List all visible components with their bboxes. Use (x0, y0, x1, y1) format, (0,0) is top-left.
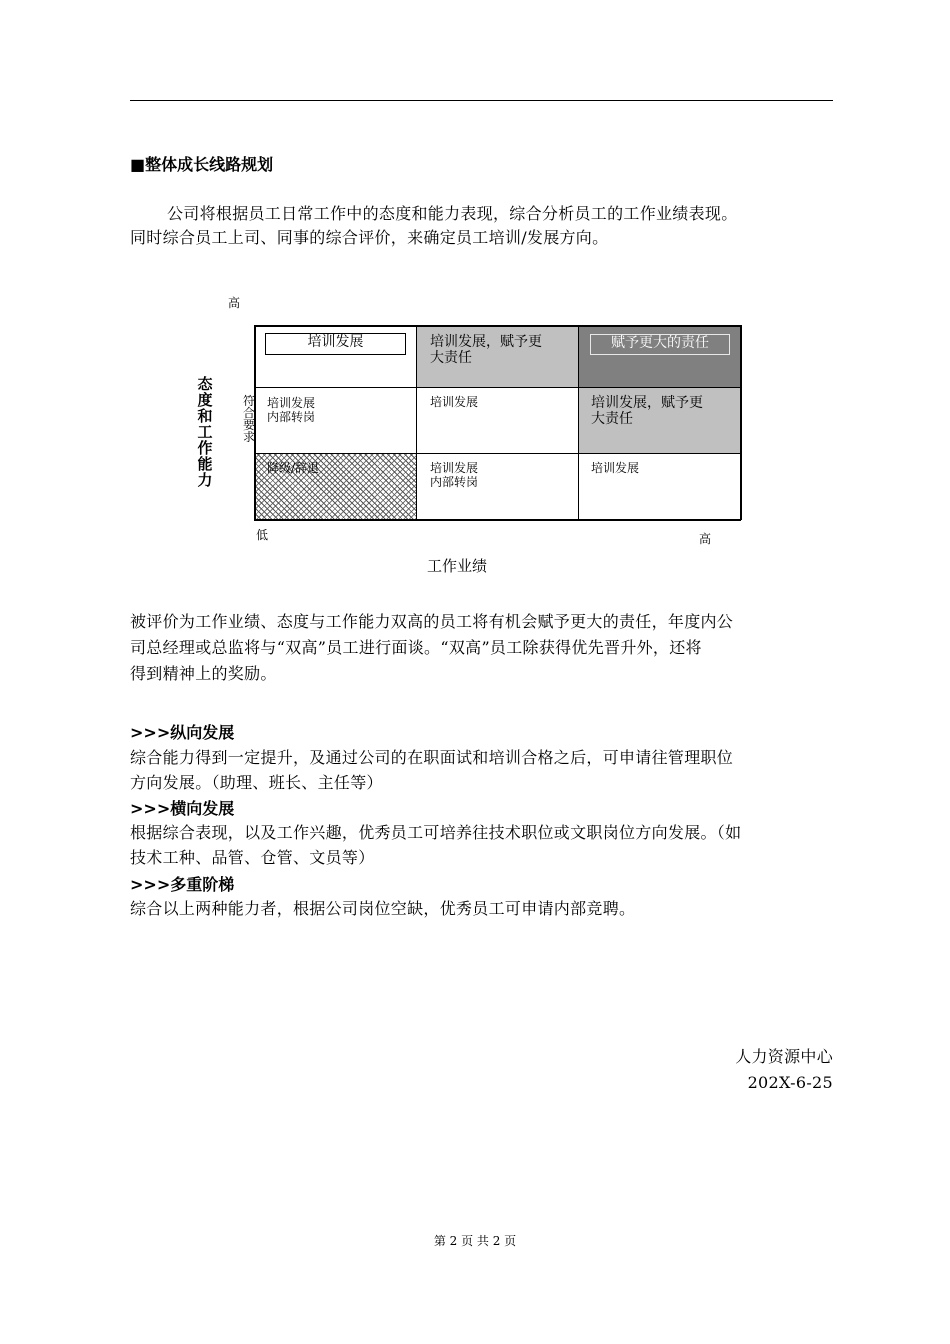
double-high-line-2: 司总经理或总监将与“双高”员工进行面谈。“双高”员工除获得优先晋升外，还将 (130, 638, 702, 657)
y-axis-high: 高 (228, 296, 241, 310)
grid-top (254, 325, 741, 327)
intro-line-1: 公司将根据员工日常工作中的态度和能力表现，综合分析员工的工作业绩表现。 (167, 204, 738, 223)
grid-bottom (254, 519, 741, 521)
vertical-line-2: 方向发展。（助理、班长、主任等） (130, 773, 383, 792)
cell-r3c2-line2: 内部转岗 (430, 475, 479, 489)
horizontal-line-2: 技术工种、品管、仓管、文员等） (130, 848, 375, 867)
horizontal-line-1: 根据综合表现，以及工作兴趣，优秀员工可培养往技术职位或文职岗位方向发展。（如 (130, 823, 742, 842)
section-title: ■整体成长线路规划 (130, 155, 274, 174)
cell-r2c3-line1: 培训发展，赋予更 (591, 395, 703, 411)
multi-title: >>>多重阶梯 (130, 875, 235, 894)
cell-r3c1-text: 降级/辞退 (267, 461, 320, 475)
multi-line-1: 综合以上两种能力者，根据公司岗位空缺，优秀员工可申请内部竞聘。 (130, 899, 636, 918)
x-axis-label: 工作业绩 (427, 557, 488, 575)
header-rule (130, 100, 833, 101)
vertical-line-1: 综合能力得到一定提升，及通过公司的在职面试和培训合格之后，可申请往管理职位 (130, 748, 734, 767)
cell-r2c3-line2: 大责任 (591, 411, 633, 427)
y-axis-label: 态 度 和 工 作 能 力 (197, 375, 213, 489)
cell-r3c2-line1: 培训发展 (430, 461, 479, 475)
grid-right (740, 325, 742, 520)
intro-line-2: 同时综合员工上司、同事的综合评价，来确定员工培训/发展方向。 (130, 228, 609, 247)
grid-v1 (416, 325, 417, 520)
horizontal-title: >>>横向发展 (130, 799, 235, 818)
grid-v2 (578, 325, 579, 520)
cell-r1c2-line1: 培训发展，赋予更 (430, 334, 542, 350)
cell-r1c3-label: 赋予更大的责任 (590, 334, 730, 355)
x-axis-low: 低 (256, 528, 269, 542)
y-axis-mid: 符 合 要 求 (243, 394, 256, 444)
signature-dept: 人力资源中心 (735, 1047, 833, 1066)
cell-r2c1-line2: 内部转岗 (267, 410, 316, 424)
double-high-line-1: 被评价为工作业绩、态度与工作能力双高的员工将有机会赋予更大的责任，年度内公 (130, 612, 734, 631)
cell-r3c3-text: 培训发展 (591, 461, 640, 475)
cell-r1c1-label: 培训发展 (265, 333, 406, 355)
double-high-line-3: 得到精神上的奖励。 (130, 664, 277, 683)
x-axis-high: 高 (699, 532, 712, 546)
signature-date: 202X-6-25 (747, 1073, 833, 1092)
page-footer: 第 2 页 共 2 页 (433, 1234, 517, 1248)
cell-r2c2-text: 培训发展 (430, 395, 479, 409)
vertical-title: >>>纵向发展 (130, 723, 235, 742)
cell-r1c2-line2: 大责任 (430, 350, 472, 366)
grid-h2 (254, 453, 741, 454)
cell-r2c1-line1: 培训发展 (267, 396, 316, 410)
grid-h1 (254, 387, 741, 388)
